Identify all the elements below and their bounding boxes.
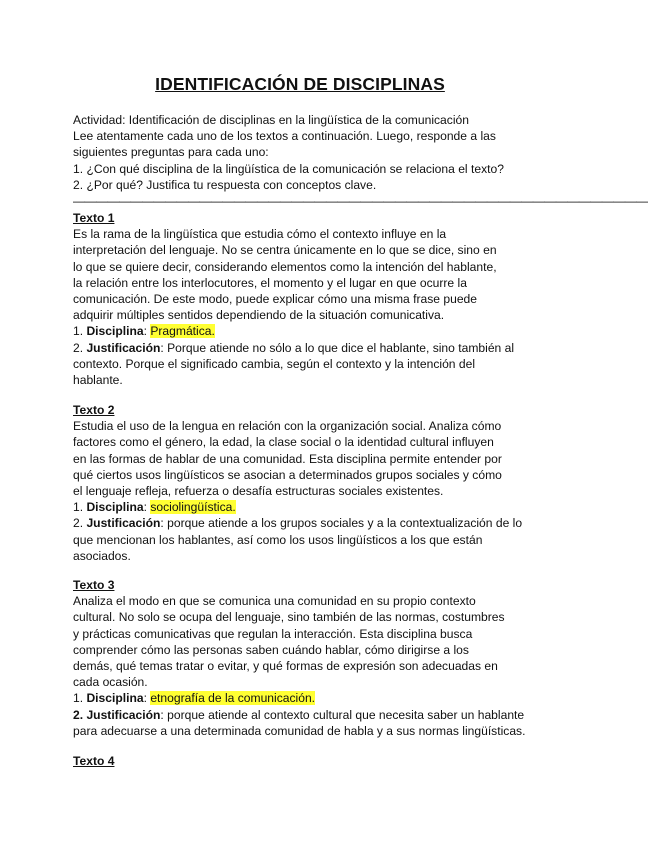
paragraph-line: lo que se quiere decir, considerando elementos como la intención del hablante, xyxy=(73,259,497,274)
answer-label: Disciplina xyxy=(86,324,144,339)
paragraph-line: interpretación del lenguaje. No se centra únicamente en lo que se dice, sino en xyxy=(73,243,497,258)
justification-line xyxy=(73,707,533,723)
paragraph-line: la relación entre los interlocutores, el momento y el lugar en que ocurre la xyxy=(73,275,467,290)
intro-line: Lee atentamente cada uno de los textos a continuación. Luego, responde a las xyxy=(73,129,496,144)
intro-line: Actividad: Identificación de disciplinas en la lingüística de la comunicación xyxy=(73,113,469,127)
justification-line xyxy=(73,515,533,531)
justification-line xyxy=(73,340,533,356)
justification-line: para adecuarse a una determinada comunidad de habla y a sus normas lingüísticas. xyxy=(73,723,526,738)
paragraph-line: comunicación. De este modo, puede explicar cómo una misma frase puede xyxy=(73,291,478,306)
paragraph-line: demás, qué temas tratar o evitar, y qué formas de expresión son adecuadas en xyxy=(73,658,498,673)
question-1: 1. ¿Con qué disciplina de la lingüística de la comunicación se relaciona el texto? xyxy=(73,161,504,176)
paragraph-line: cultural. No solo se ocupa del lenguaje, sino también de las normas, costumbres xyxy=(73,610,505,625)
answer-label: Disciplina xyxy=(86,500,144,515)
answer-number: 1. xyxy=(73,691,87,706)
justification-text: : Porque atiende no sólo a lo que dice el hablante, sino también al xyxy=(160,340,515,355)
answer-number: 1. xyxy=(73,500,87,515)
intro-block xyxy=(73,112,648,209)
intro-line: siguientes preguntas para cada uno: xyxy=(73,145,269,160)
paragraph-line: el lenguaje refleja, refuerza o desafía estructuras sociales existentes. xyxy=(73,483,444,498)
paragraph-line: adquirir múltiples sentidos dependiendo de la situación comunicativa. xyxy=(73,308,445,323)
justification-number: 2. xyxy=(73,707,87,722)
discipline-answer: 1. Disciplina: sociolingüística. xyxy=(73,500,236,515)
separator-line: —————————————————————————————————————————————————— xyxy=(73,193,648,208)
text-2-heading: Texto 2 xyxy=(73,403,115,417)
justification-text: : porque atiende al contexto cultural que necesita saber un hablante xyxy=(160,707,525,722)
paragraph-line: Analiza el modo en que se comunica una comunidad en su propio contexto xyxy=(73,594,476,609)
justification-line: contexto. Porque el significado cambia, según el contexto y la intención del xyxy=(73,356,476,371)
justification-line: hablante. xyxy=(73,372,123,387)
text-4-heading: Texto 4 xyxy=(73,754,115,768)
paragraph-line: comprender cómo las personas saben cuándo hablar, cómo dirigirse a los xyxy=(73,642,469,657)
justification-label: Justificación xyxy=(86,340,161,355)
paragraph-line: Es la rama de la lingüística que estudia cómo el contexto influye en la xyxy=(73,227,447,242)
paragraph-line: Estudia el uso de la lengua en relación con la organización social. Analiza cómo xyxy=(73,419,502,434)
text-3-heading: Texto 3 xyxy=(73,578,115,592)
answer-value-highlight: sociolingüística. xyxy=(150,500,236,515)
paragraph-line: factores como el género, la edad, la clase social o la identidad cultural influyen xyxy=(73,435,494,450)
justification-number: 2. xyxy=(73,516,87,531)
discipline-answer: 1. Disciplina: Pragmática. xyxy=(73,324,215,339)
text-4-section xyxy=(73,753,533,769)
discipline-answer: 1. Disciplina: etnografía de la comunicación. xyxy=(73,691,316,706)
question-2: 2. ¿Por qué? Justifica tu respuesta con conceptos clave. xyxy=(73,177,377,192)
answer-number: 1. xyxy=(73,324,87,339)
justification-text: : porque atiende a los grupos sociales y a la contextualización de lo xyxy=(160,516,523,531)
answer-value-highlight: Pragmática. xyxy=(150,324,215,339)
page-title: IDENTIFICACIÓN DE DISCIPLINAS xyxy=(155,74,445,94)
paragraph-line: qué ciertos usos lingüísticos se asocian a determinados grupos sociales y cómo xyxy=(73,467,502,482)
paragraph-line: en las formas de hablar de una comunidad. Esta disciplina permite entender por xyxy=(73,451,502,466)
text-3-section xyxy=(73,577,533,739)
text-2-section xyxy=(73,402,533,564)
answer-value-highlight: etnografía de la comunicación. xyxy=(150,691,316,706)
justification-number: 2. xyxy=(73,340,87,355)
justification-label: Justificación xyxy=(86,707,161,722)
text-1-heading: Texto 1 xyxy=(73,211,115,225)
justification-label: Justificación xyxy=(86,516,161,531)
justification-line: asociados. xyxy=(73,548,131,563)
answer-label: Disciplina xyxy=(86,691,144,706)
paragraph-line: y prácticas comunicativas que regulan la interacción. Esta disciplina busca xyxy=(73,626,473,641)
justification-line: que mencionan los hablantes, así como los usos lingüísticos a los que están xyxy=(73,532,483,547)
text-1-section xyxy=(73,210,533,388)
paragraph-line: cada ocasión. xyxy=(73,675,148,690)
